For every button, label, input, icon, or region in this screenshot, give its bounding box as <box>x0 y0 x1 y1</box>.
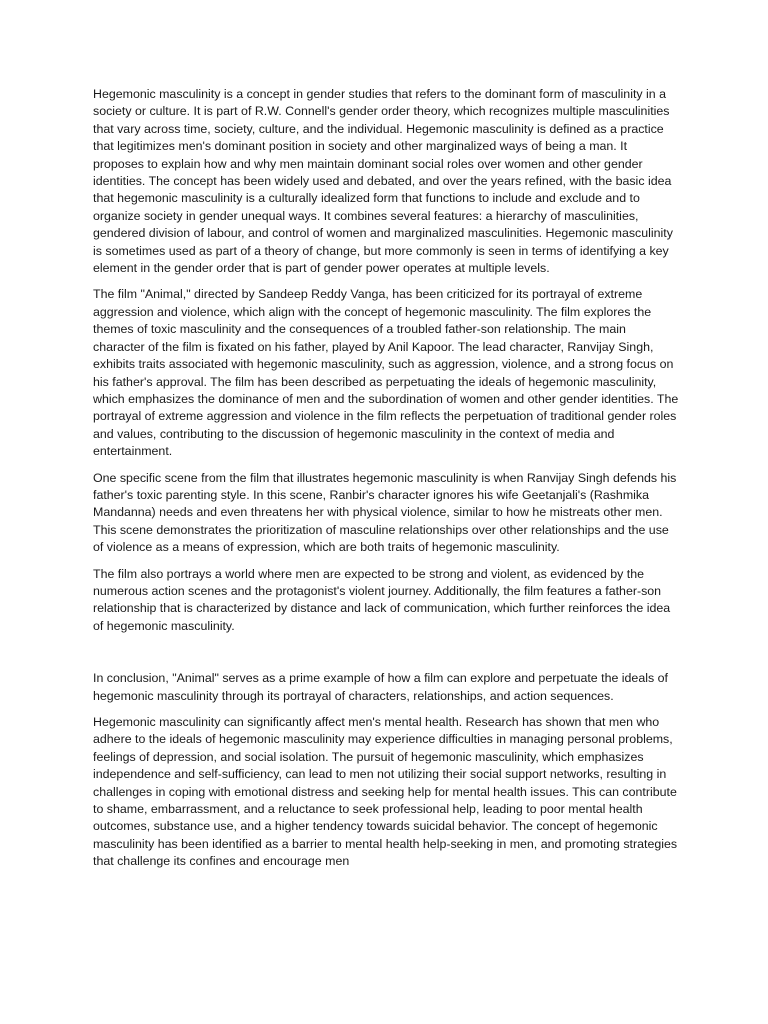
paragraph-animal-film-overview: The film "Animal," directed by Sandeep Reddy Vanga, has been criticized for its portrayal of extreme aggression and violence, which align with the concept of hegemonic masculinity. The film explores the themes of toxic masculinity and the consequences of a troubled father-son relationship. The main character of the film is fixated on his father, played by Anil Kapoor. The lead character, Ranvijay Singh, exhibits traits associated with hegemonic masculinity, such as aggression, violence, and a strong focus on his father's approval. The film has been described as perpetuating the ideals of hegemonic masculinity, which emphasizes the dominance of men and the subordination of women and other gender identities. The portrayal of extreme aggression and violence in the film reflects the perpetuation of traditional gender roles and values, contributing to the discussion of hegemonic masculinity in the context of media and entertainment. <box>93 287 679 459</box>
paragraph-conclusion: In conclusion, "Animal" serves as a prime example of how a film can explore and perpetuate the ideals of hegemonic masculinity through its portrayal of characters, relationships, and action sequences. <box>93 671 668 703</box>
document-body <box>93 86 679 880</box>
paragraph-hegemonic-definition: Hegemonic masculinity is a concept in gender studies that refers to the dominant form of masculinity in a society or culture. It is part of R.W. Connell's gender order theory, which recognizes multiple masculinities that vary across time, society, culture, and the individual. Hegemonic masculinity is defined as a practice that legitimizes men's dominant position in society and other marginalized ways of being a man. It proposes to explain how and why men maintain dominant social roles over women and other gender identities. The concept has been widely used and debated, and over the years refined, with the basic idea that hegemonic masculinity is a culturally idealized form that functions to include and exclude and to organize society in gender unequal ways. It combines several features: a hierarchy of masculinities, gendered division of labour, and control of women and marginalized masculinities. Hegemonic masculinity is sometimes used as part of a theory of change, but more commonly is seen in terms of identifying a key element in the gender order that is part of gender power operates at multiple levels. <box>93 87 673 276</box>
paragraph-mental-health: Hegemonic masculinity can significantly affect men's mental health. Research has shown that men who adhere to the ideals of hegemonic masculinity may experience difficulties in managing personal problems, feelings of depression, and social isolation. The pursuit of hegemonic masculinity, which emphasizes independence and self-sufficiency, can lead to men not utilizing their social support networks, resulting in challenges in coping with emotional distress and seeking help for mental health issues. This can contribute to shame, embarrassment, and a reluctance to seek professional help, leading to poor mental health outcomes, substance use, and a higher tendency towards suicidal behavior. The concept of hegemonic masculinity has been identified as a barrier to mental health help-seeking in men, and promoting strategies that challenge its confines and encourage men <box>93 715 678 869</box>
paragraph-specific-scene: One specific scene from the film that illustrates hegemonic masculinity is when Ranvijay Singh defends his father's toxic parenting style. In this scene, Ranbir's character ignores his wife Geetanjali's (Rashmika Mandanna) needs and even threatens her with physical violence, similar to how he mistreats other men. This scene demonstrates the prioritization of masculine relationships over other relationships and the use of violence as a means of expression, which are both traits of hegemonic masculinity. <box>93 470 677 555</box>
paragraph-world-portrayal: The film also portrays a world where men are expected to be strong and violent, as evidenced by the numerous action scenes and the protagonist's violent journey. Additionally, the film features a father-son relationship that is characterized by distance and lack of communication, which further reinforces the idea of hegemonic masculinity. <box>93 566 671 633</box>
